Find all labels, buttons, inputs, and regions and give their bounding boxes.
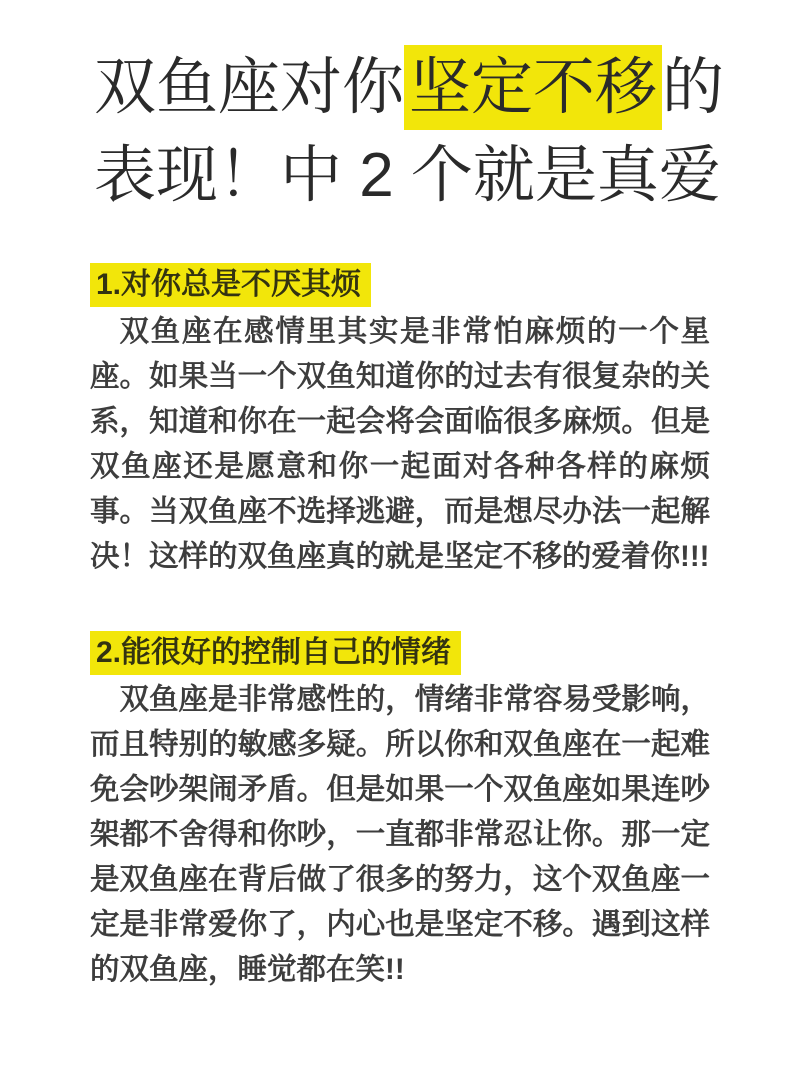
- section-2: [90, 631, 710, 992]
- section-1-heading: 1.对你总是不厌其烦: [90, 263, 371, 307]
- title-highlighted-phrase: 坚定不移: [404, 45, 662, 130]
- page-title: [94, 44, 725, 220]
- section-2-body: 双鱼座是非常感性的，情绪非常容易受影响，而且特别的敏感多疑。所以你和双鱼座在一起难免会吵架闹矛盾。但是如果一个双鱼座如果连吵架都不舍得和你吵，一直都非常忍让你。那一定是双鱼座在背后做了很多的努力，这个双鱼座一定是非常爱你了，内心也是坚定不移。遇到这样的双鱼座，睡觉都在笑!!: [90, 683, 710, 986]
- title-line-1: [94, 44, 725, 132]
- title-line-2: 表现！中 2 个就是真爱: [94, 141, 721, 210]
- title-text-prefix: 双鱼座对你: [94, 53, 405, 122]
- section-2-heading: 2.能很好的控制自己的情绪: [90, 631, 461, 675]
- title-text-suffix: 的: [662, 53, 725, 122]
- section-1: [90, 263, 710, 579]
- section-1-body: 双鱼座在感情里其实是非常怕麻烦的一个星座。如果当一个双鱼知道你的过去有很复杂的关系，知道和你在一起会将会面临很多麻烦。但是双鱼座还是愿意和你一起面对各种各样的麻烦事。当双鱼座不选择逃避，而是想尽办法一起解决！这样的双鱼座真的就是坚定不移的爱着你!!!: [90, 315, 710, 573]
